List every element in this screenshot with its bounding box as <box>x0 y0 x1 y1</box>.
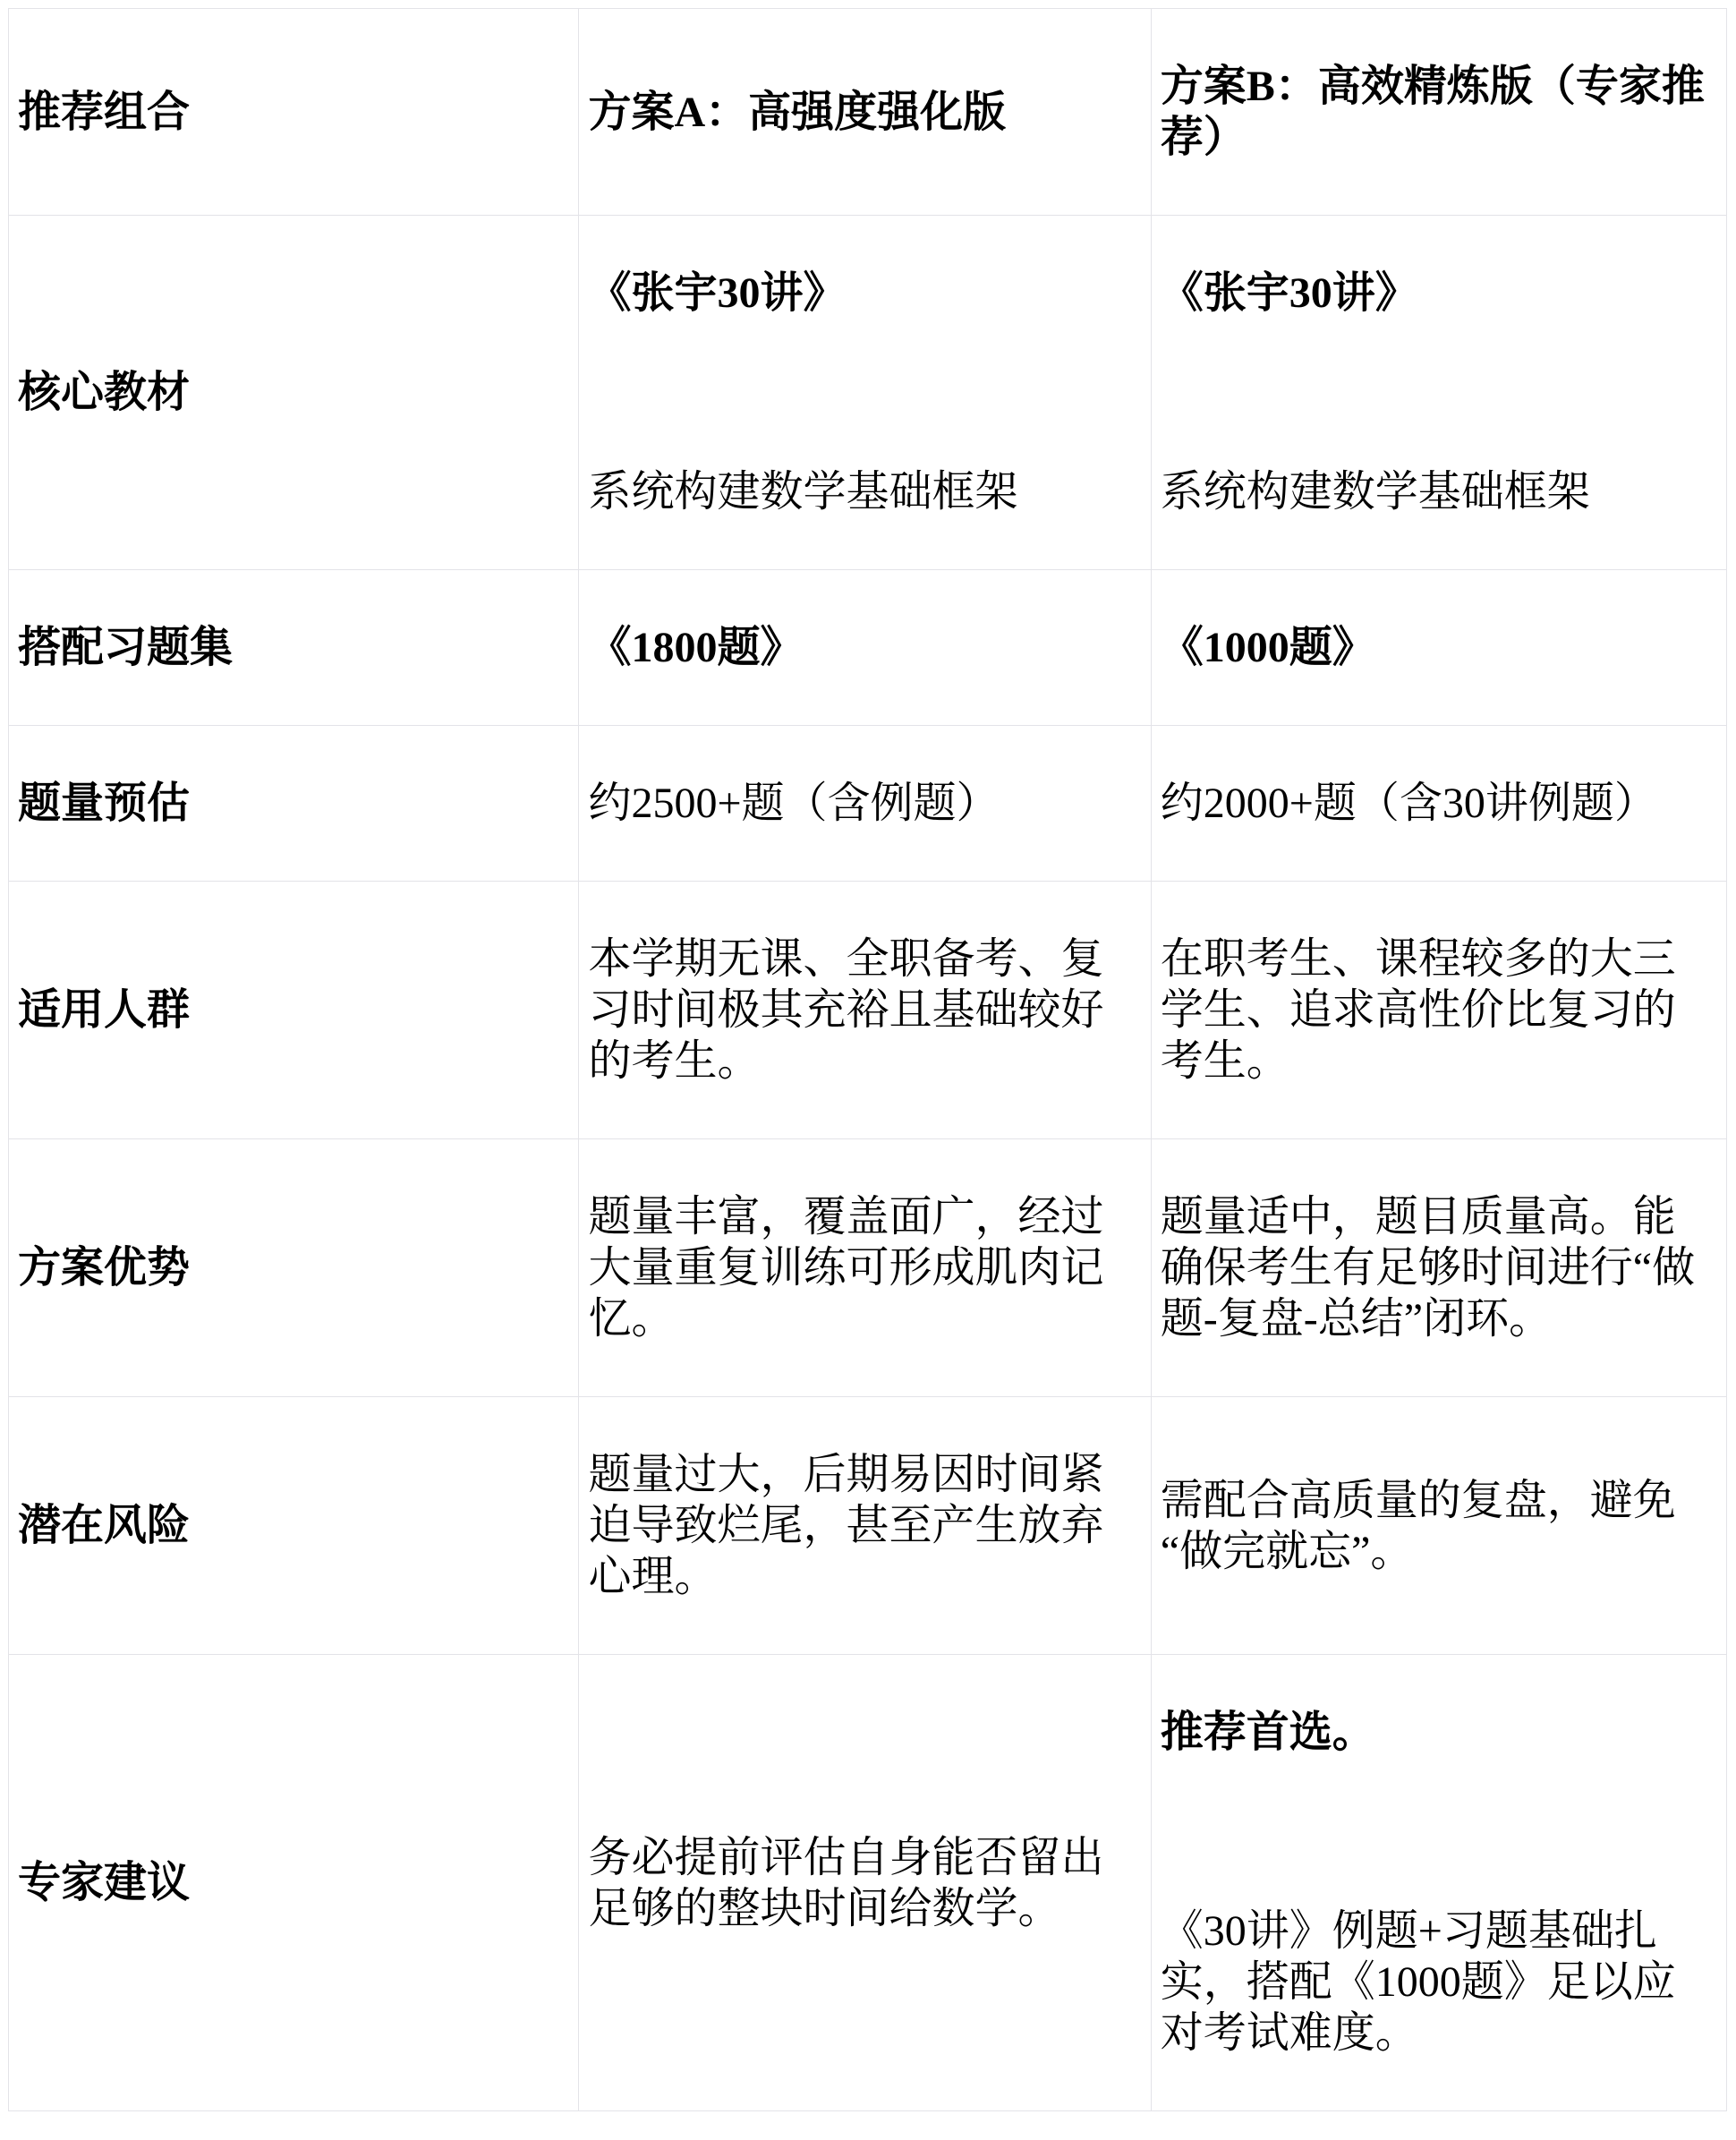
table-row-exercise-book <box>9 570 1727 726</box>
cell-target-audience-plan-a: 本学期无课、全职备考、复习时间极其充裕且基础较好的考生。 <box>579 882 1151 1139</box>
header-combo-label: 推荐组合 <box>9 9 579 216</box>
advice-text: 《30讲》例题+习题基础扎实，搭配《1000题》足以应对考试难度。 <box>1160 1907 1676 2057</box>
table-row-risks <box>9 1397 1727 1655</box>
cell-risks-plan-a: 题量过大，后期易因时间紧迫导致烂尾，甚至产生放弃心理。 <box>579 1397 1151 1655</box>
cell-exercise-book-plan-b: 《1000题》 <box>1151 570 1726 726</box>
row-label-risks: 潜在风险 <box>9 1397 579 1655</box>
recommended-choice-text: 推荐首选。 <box>1160 1709 1375 1756</box>
book-title: 《张宇30讲》 <box>588 269 847 317</box>
book-description: 系统构建数学基础框架 <box>588 468 1018 516</box>
row-label-core-textbook: 核心教材 <box>9 216 579 570</box>
book-title: 《张宇30讲》 <box>1160 269 1418 317</box>
cell-advantages-plan-b: 题量适中，题目质量高。能确保考生有足够时间进行“做题-复盘-总结”闭环。 <box>1151 1139 1726 1397</box>
table-row-advantages <box>9 1139 1727 1397</box>
cell-core-textbook-plan-b <box>1151 216 1726 570</box>
table-row-question-volume <box>9 726 1727 882</box>
header-plan-a: 方案A：高强度强化版 <box>579 9 1151 216</box>
table-row-expert-advice <box>9 1655 1727 2111</box>
cell-exercise-book-plan-a: 《1800题》 <box>579 570 1151 726</box>
table-row-core-textbook <box>9 216 1727 570</box>
row-label-exercise-book: 搭配习题集 <box>9 570 579 726</box>
study-plan-comparison-table <box>8 8 1727 2111</box>
row-label-expert-advice: 专家建议 <box>9 1655 579 2111</box>
table-row-target-audience <box>9 882 1727 1139</box>
cell-target-audience-plan-b: 在职考生、课程较多的大三学生、追求高性价比复习的考生。 <box>1151 882 1726 1139</box>
page <box>8 8 1727 2111</box>
row-label-target-audience: 适用人群 <box>9 882 579 1139</box>
cell-question-volume-plan-a: 约2500+题（含例题） <box>579 726 1151 882</box>
cell-advantages-plan-a: 题量丰富，覆盖面广，经过大量重复训练可形成肌肉记忆。 <box>579 1139 1151 1397</box>
row-label-advantages: 方案优势 <box>9 1139 579 1397</box>
cell-expert-advice-plan-a <box>579 1655 1151 2111</box>
cell-core-textbook-plan-a <box>579 216 1151 570</box>
book-description: 系统构建数学基础框架 <box>1160 468 1590 516</box>
cell-risks-plan-b: 需配合高质量的复盘，避免“做完就忘”。 <box>1151 1397 1726 1655</box>
table-row-header <box>9 9 1727 216</box>
header-plan-b: 方案B：高效精炼版（专家推荐） <box>1151 9 1726 216</box>
row-label-question-volume: 题量预估 <box>9 726 579 882</box>
advice-text: 务必提前评估自身能否留出足够的整块时间给数学。 <box>588 1833 1104 1932</box>
cell-question-volume-plan-b: 约2000+题（含30讲例题） <box>1151 726 1726 882</box>
cell-expert-advice-plan-b <box>1151 1655 1726 2111</box>
